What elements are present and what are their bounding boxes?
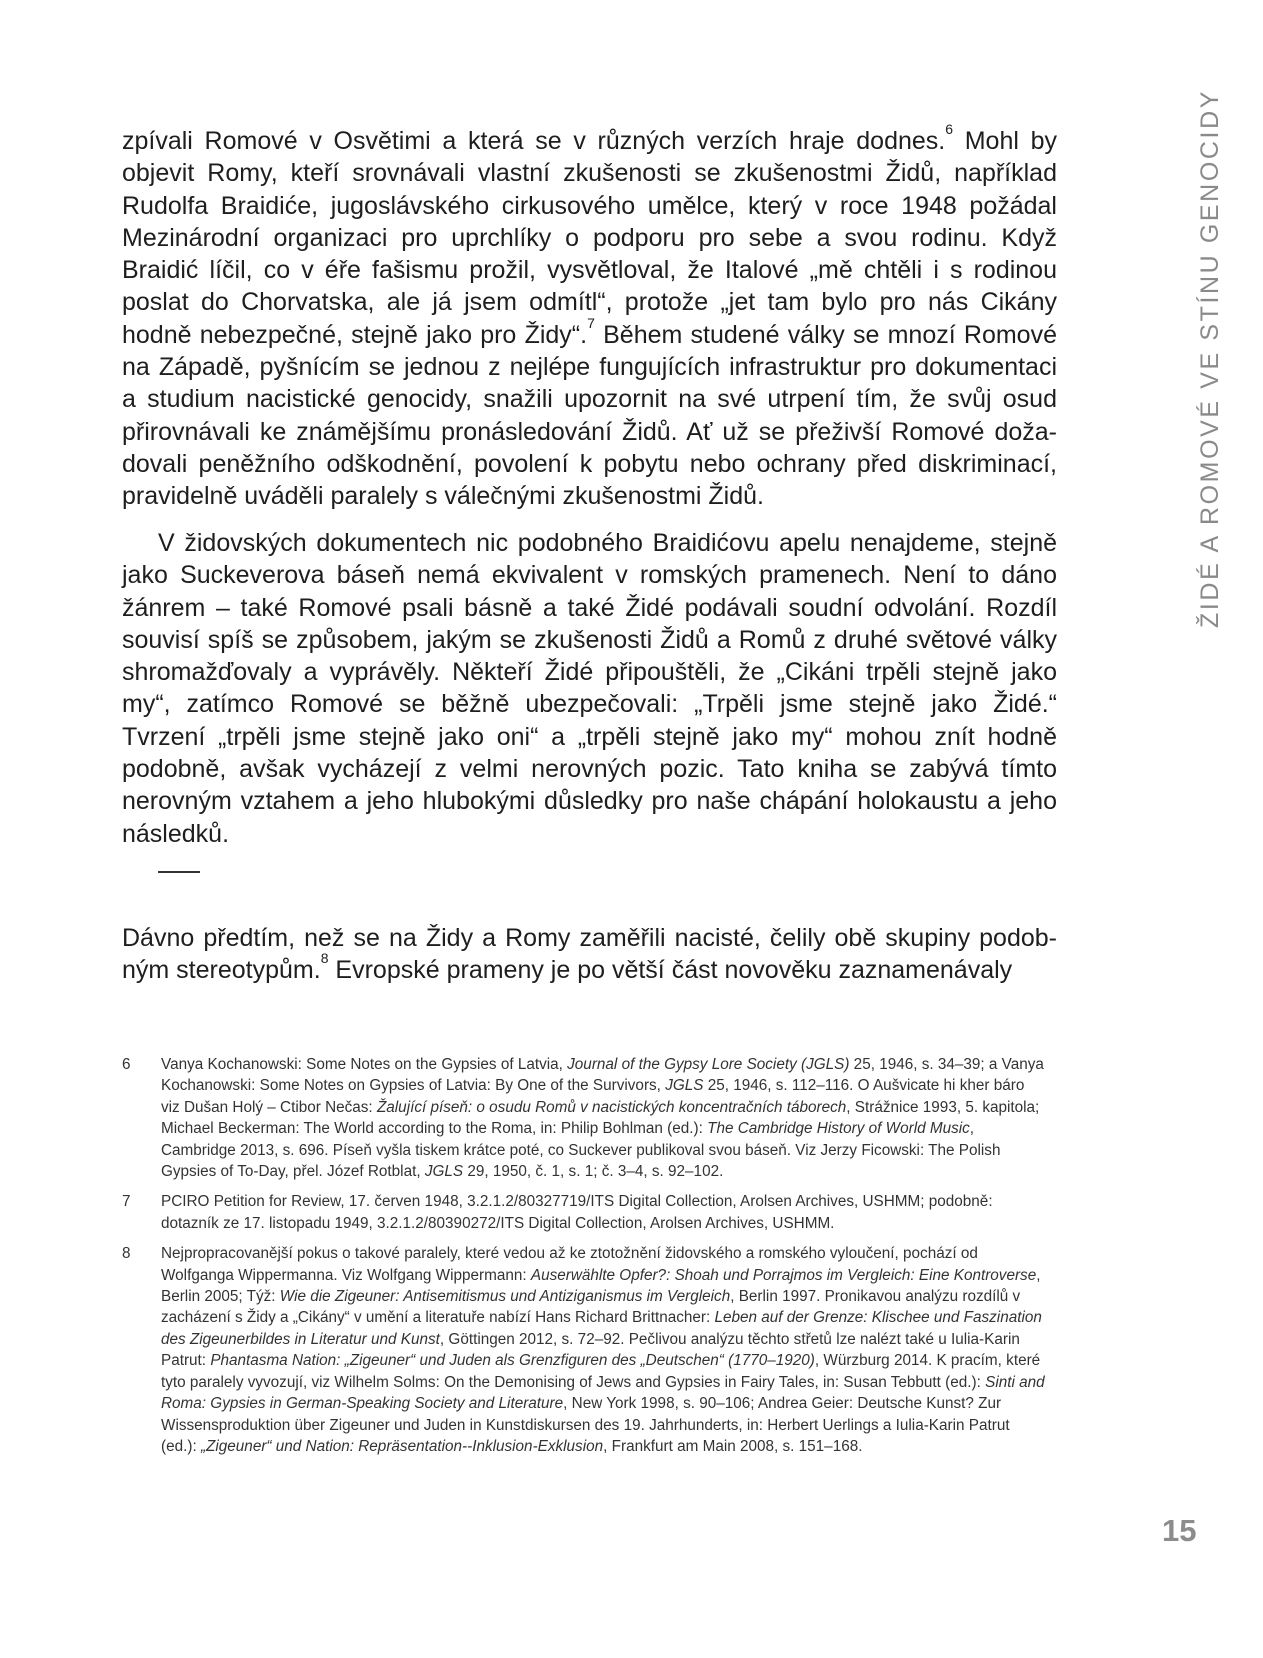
italic-title: „Zigeuner“ und Nation: Repräsentation--Inklusion-Exklusion <box>200 1437 604 1455</box>
text: 29, 1950, č. 1, s. 1; č. 3–4, s. 92–102. <box>463 1163 724 1181</box>
italic-title: Auserwählte Opfer?: Shoah und Porrajmos im Vergleich: Eine Kontroverse <box>530 1266 1037 1284</box>
running-head: ŽIDÉ A ROMOVÉ VE STÍNU GENOCIDY <box>1196 88 1224 628</box>
footnote-number: 6 <box>122 1056 131 1073</box>
italic-title: Wie die Zigeuner: Antisemitismus und Antiziganismus im Vergleich <box>279 1288 731 1306</box>
footnote-8 <box>122 1243 1047 1457</box>
italic-title: Phantasma Nation: „Zigeuner“ und Juden als Grenzfiguren des „Deutschen“ (1770–1920) <box>210 1352 815 1370</box>
text: , New York 1998, s. 90–106; Andrea Geier: Deutsche Kunst? Zur Wissensproduktion über Zigeuner und Juden in Kunstdiskursen des 19. Jahrhunderts, in: Herbert Uerlings a Iulia-Karin Patrut (ed.): <box>161 1395 1010 1455</box>
text: , Göttingen 2012, s. 72–92. Pečlivou analýzu těchto střetů lze nalézt také u Iulia-Karin Patrut: <box>161 1330 1020 1370</box>
text: , Berlin 2005; Týž: <box>161 1266 1041 1306</box>
footnote-7 <box>122 1191 1047 1234</box>
body-paragraph-1 <box>122 121 1057 513</box>
text: Dávno předtím, než se na Židy a Romy zaměřili nacisté, čelily obě skupiny podobným stereotypům. <box>122 924 1057 985</box>
footnote-text <box>161 1054 1047 1182</box>
footnote-number: 7 <box>122 1193 131 1211</box>
text: Vanya Kochanowski: Some Notes on the Gypsies of Latvia, <box>161 1056 568 1073</box>
footnote-text <box>161 1243 1047 1457</box>
text: zpívali Romové v Osvětimi a která se v různých verzích hraje dodnes. <box>122 127 946 155</box>
body-paragraph-3 <box>122 922 1057 987</box>
footnote-ref-6[interactable]: 6 <box>945 121 954 137</box>
text: , Würzburg 2014. K pracím, které tyto paralely vyvozují, viz Wilhelm Solms: On the Demonising of Jews and Gypsies in Fairy Tales, in: Susan Tebbutt (ed.): <box>161 1352 1041 1391</box>
footnote-ref-8[interactable]: 8 <box>320 950 329 967</box>
text: , Berlin 1997. Pronikavou analýzu rozdílů v zacházení s Židy a „Cikány“ v umění a literatuře nabízí Hans Richard Brittnacher: <box>161 1288 1021 1327</box>
italic-title: The Cambridge History of World Music <box>707 1120 970 1138</box>
body-paragraph-2: V židovských dokumentech nic podobného Braidićovu apelu nenajdeme, stejně jako Suckeverova báseň nemá ekvivalent v romských pramenech. Není to dáno žánrem – také Romové psali básně a také Židé podávali soudní odvolání. Rozdíl souvisí spíš se způsobem, jakým se zkušenosti Židů a Romů z druhé světové války shromažďovaly a vyprávěly. Někteří Židé připouštěli, že „Cikáni trpěli stejně jako my“, zatímco Romové se běžně ubezpečovali: „Trpěli jsme stejně jako Židé.“ Tvrzení „trpěli jsme stejně jako oni“ a „trpěli stejně jako my“ mohou znít hodně podobně, avšak vycházejí z velmi nerovných pozic. Tato kniha se zabývá tímto nerovným vztahem a jeho hlubokými důsledky pro naše chápání holokaustu a jeho následků. <box>122 529 1057 848</box>
text: Nejpropracovanější pokus o takové paralely, které vedou až ke ztotožnění židovského a romského vyloučení, pochází od Wolfganga Wippermanna. Viz Wolfgang Wippermann: <box>161 1245 978 1284</box>
text: , Cambridge 2013, s. 696. Píseň vyšla tiskem krátce poté, co Suckever publikoval svou báseň. Viz Jerzy Ficowski: The Polish Gypsies of To-Day, přel. Józef Rotblat, <box>161 1120 1001 1181</box>
text: Během studené války se mnozí Romové na Západě, pyšnícím se jednou z nejlépe fungujících infrastruktur pro dokumentaci a studium nacistické genocidy, snažili upozornit na své utrpení tím, že svůj osud přirovnávali ke známějšímu pronásledování Židů. Ať už se přeživší Romové dožadovali peněžního odškodnění, povolení k pobytu nebo ochrany před diskriminací, pravidelně uváděli paralely s válečnými zkušenostmi Židů. <box>122 320 1057 511</box>
text: 25, 1946, s. 112–116. O Aušvicate hi kher báro viz Dušan Holý – Ctibor Nečas: <box>161 1077 1025 1116</box>
footnote-6 <box>122 1054 1047 1182</box>
italic-title: JGLS <box>424 1163 464 1181</box>
text: Mohl by objevit Romy, kteří srovnávali vlastní zkušenosti se zkušenostmi Židů, například Rudolfa Braidiće, jugoslávského cirkusového umělce, který v roce 1948 požádal Mezinárodní organizaci pro uprchlíky o podporu pro sebe a svou rodinu. Když Braidić líčil, co v éře fašismu prožil, vysvětloval, že Italové „mě chtěli i s rodinou poslat do Chorvatska, ale já jsem odmítl“, protože „jet tam bylo pro nás Cikány hodně nebezpečné, stejně jako pro Židy“. <box>122 127 1057 349</box>
italic-title: Žalující píseň: o osudu Romů v nacistických koncentračních táborech <box>376 1098 847 1116</box>
italic-title: Leben auf der Grenze: Klischee und Faszination des Zigeunerbildes in Literatur und Kunst <box>161 1309 1042 1348</box>
text: Evropské prameny je po větší část novověku zaznamenávaly <box>328 956 1013 985</box>
italic-title: Sinti and Roma: Gypsies in German-Speaking Society and Literature <box>161 1373 1045 1413</box>
footnote-text: PCIRO Petition for Review, 17. červen 1948, 3.2.1.2/80327719/ITS Digital Collection, Arolsen Archives, USHMM; podobně: dotazník ze 17. listopadu 1949, 3.2.1.2/80390272/ITS Digital Collection, Arolsen Archives, USHMM. <box>161 1193 993 1232</box>
text: , Strážnice 1993, 5. kapitola; Michael Beckerman: The World according to the Roma, in: Philip Bohlman (ed.): <box>161 1098 1040 1138</box>
text: , Frankfurt am Main 2008, s. 151–168. <box>603 1437 863 1455</box>
page-number: 15 <box>1162 1513 1197 1548</box>
footnote-number: 8 <box>122 1245 131 1263</box>
footnote-ref-7[interactable]: 7 <box>587 314 595 331</box>
italic-title: Journal of the Gypsy Lore Society (JGLS) <box>567 1056 850 1073</box>
footnotes <box>122 1054 1047 1466</box>
text: 25, 1946, s. 34–39; a Vanya Kochanowski: Some Notes on Gypsies of Latvia: By One of the Survivors, <box>161 1056 1044 1095</box>
italic-title: JGLS <box>665 1077 704 1095</box>
section-divider <box>158 871 200 873</box>
